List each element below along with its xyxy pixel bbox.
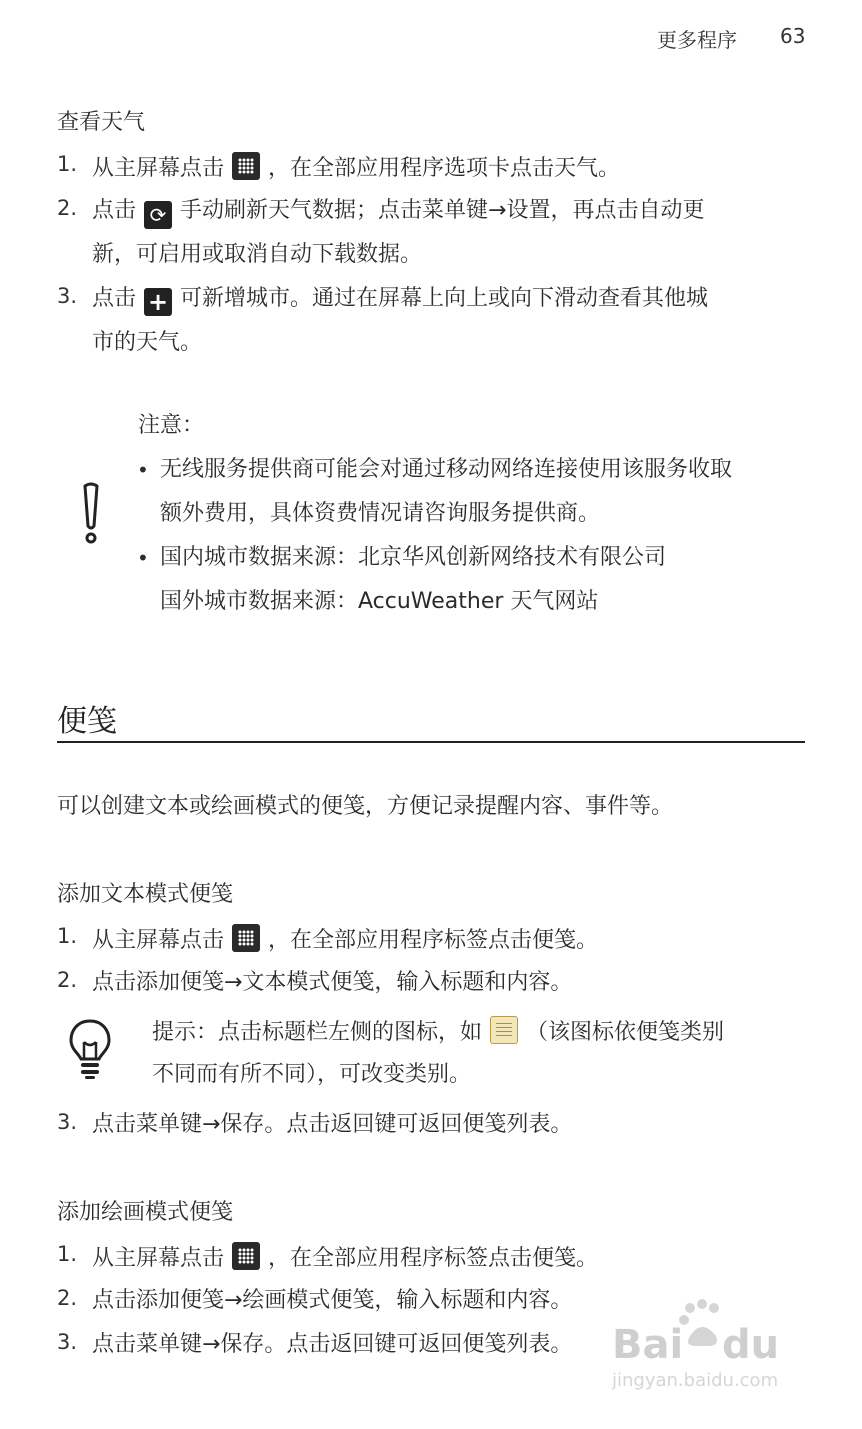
- weather-step-1: [92, 152, 620, 184]
- step-number: 3.: [57, 284, 78, 308]
- step-number: 2.: [57, 968, 78, 992]
- step-text: 从主屏幕点击: [92, 928, 225, 953]
- step-text: 点击: [92, 286, 137, 311]
- baidu-watermark-logo: [612, 1296, 812, 1396]
- tip-line-2: 不同而有所不同），可改变类别。: [152, 1062, 472, 1087]
- note-2-line-1: 国内城市数据来源：北京华风创新网络技术有限公司: [160, 545, 667, 570]
- page-number: 63: [780, 24, 806, 48]
- text-step-1: [92, 924, 598, 956]
- step-text: ，在全部应用程序标签点击便笺。: [268, 1246, 599, 1271]
- lightbulb-icon: [66, 1018, 114, 1080]
- note-icon: [490, 1016, 518, 1044]
- section-intro: 可以创建文本或绘画模式的便笺，方便记录提醒内容、事件等。: [57, 794, 674, 819]
- step-text: ，在全部应用程序选项卡点击天气。: [268, 156, 621, 181]
- tip-line-1: [152, 1016, 724, 1048]
- weather-step-3: [92, 284, 708, 316]
- step-text: 可新增城市。通过在屏幕上向上或向下滑动查看其他城: [180, 286, 709, 311]
- step-text: 手动刷新天气数据；点击菜单键→设置，再点击自动更: [180, 198, 705, 223]
- text-step-2: 点击添加便笺→文本模式便笺，输入标题和内容。: [92, 970, 573, 995]
- draw-step-1: [92, 1242, 598, 1274]
- note-1-line-2: 额外费用，具体资费情况请咨询服务提供商。: [160, 501, 601, 526]
- step-text: ，在全部应用程序标签点击便笺。: [268, 928, 599, 953]
- apps-grid-icon: [232, 152, 260, 180]
- weather-step-2-cont: 新，可启用或取消自动下载数据。: [92, 242, 423, 267]
- step-number: 1.: [57, 924, 78, 948]
- step-text: 从主屏幕点击: [92, 156, 225, 181]
- section-divider: [57, 741, 805, 743]
- svg-text:du: du: [722, 1322, 780, 1368]
- refresh-icon: ⟳: [144, 201, 172, 229]
- text-step-3: 点击菜单键→保存。点击返回键可返回便笺列表。: [92, 1112, 573, 1137]
- tip-text: 提示：点击标题栏左侧的图标，如: [152, 1020, 483, 1045]
- draw-mode-heading: 添加绘画模式便笺: [57, 1200, 234, 1225]
- bullet: •: [137, 546, 149, 570]
- step-number: 1.: [57, 1242, 78, 1266]
- section-title: 便笺: [57, 704, 117, 739]
- text-mode-heading: 添加文本模式便笺: [57, 882, 234, 907]
- step-number: 2.: [57, 196, 78, 220]
- running-header: 更多程序: [657, 28, 737, 52]
- step-number: 3.: [57, 1330, 78, 1354]
- note-1-line-1: 无线服务提供商可能会对通过移动网络连接使用该服务收取: [160, 457, 733, 482]
- apps-grid-icon: [232, 1242, 260, 1270]
- step-number: 1.: [57, 152, 78, 176]
- exclamation-icon: [76, 482, 106, 548]
- draw-step-2: 点击添加便笺→绘画模式便笺，输入标题和内容。: [92, 1288, 573, 1313]
- tip-text: （该图标依便笺类别: [526, 1020, 725, 1045]
- weather-step-2: [92, 196, 704, 229]
- note-2-line-2: 国外城市数据来源：AccuWeather 天气网站: [160, 589, 599, 614]
- weather-heading: 查看天气: [57, 110, 146, 135]
- step-text: 从主屏幕点击: [92, 1246, 225, 1271]
- note-label: 注意：: [138, 413, 205, 438]
- step-number: 3.: [57, 1110, 78, 1134]
- weather-step-3-cont: 市的天气。: [92, 330, 203, 355]
- step-number: 2.: [57, 1286, 78, 1310]
- draw-step-3: 点击菜单键→保存。点击返回键可返回便笺列表。: [92, 1332, 573, 1357]
- svg-text:Bai: Bai: [612, 1322, 684, 1368]
- bullet: •: [137, 458, 149, 482]
- apps-grid-icon: [232, 924, 260, 952]
- svg-text:jingyan.baidu.com: jingyan.baidu.com: [612, 1370, 779, 1391]
- plus-icon: +: [144, 288, 172, 316]
- step-text: 点击: [92, 198, 137, 223]
